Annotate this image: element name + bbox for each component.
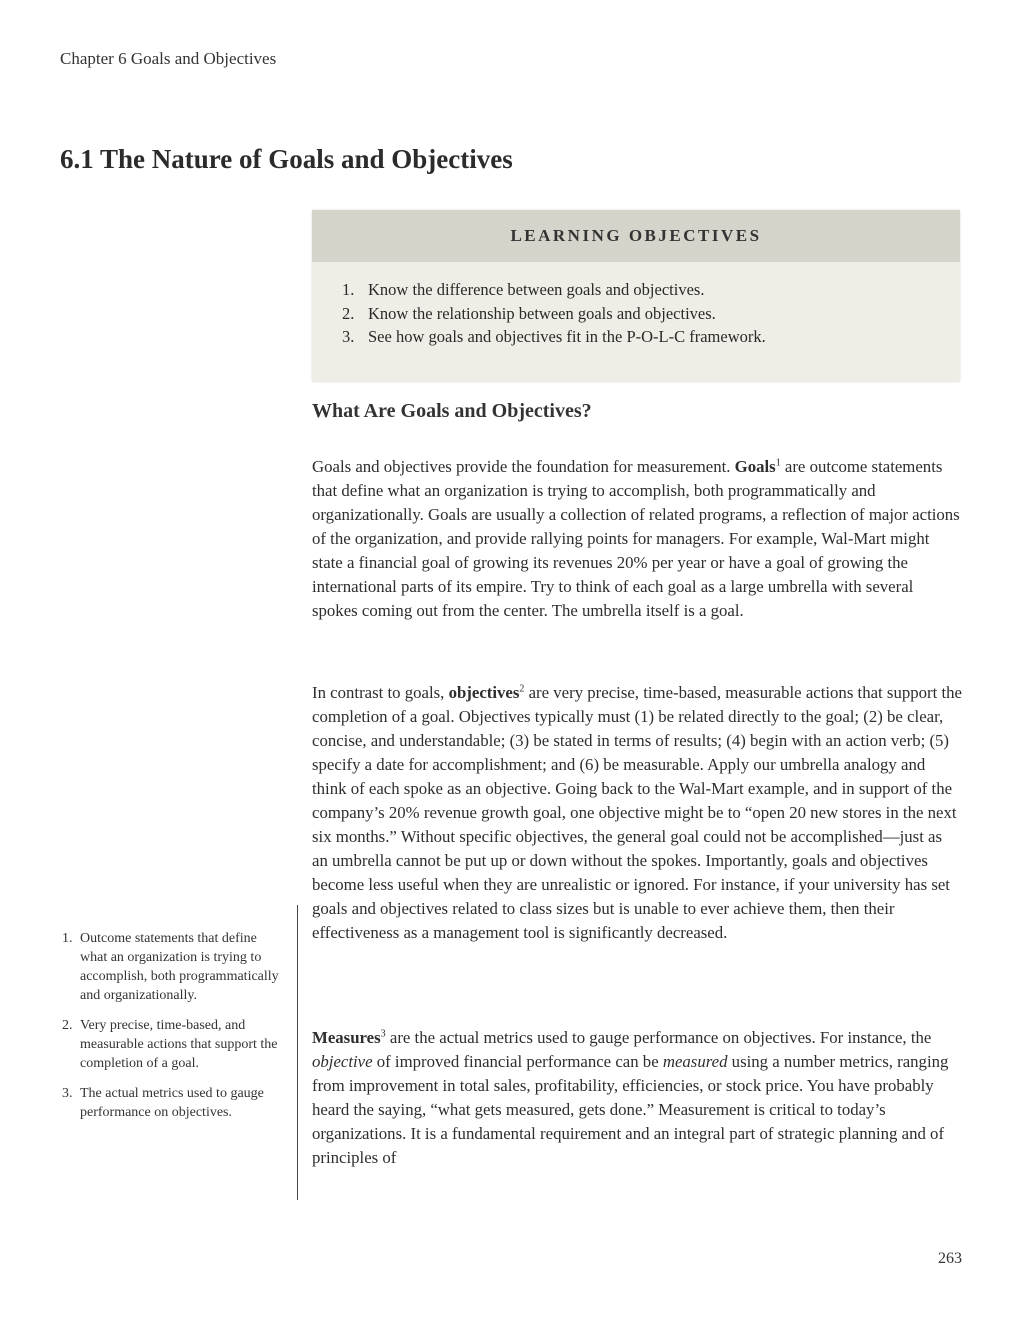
text: are outcome statements that define what an organization is trying to accomplish, both programmatically and organizationally. Goals are usually a collection of related programs, a reflection of major actions of the organization, and provide rallying points for managers. For example, Wal-Mart might state a financial goal of growing its revenues 20% per year or have a goal of growing the international parts of its empire. Try to think of each goal as a large umbrella with several spokes coming out from the center. The umbrella itself is a goal. xyxy=(312,457,960,620)
paragraph-measures xyxy=(312,1026,962,1170)
note-text: Outcome statements that define what an organization is trying to accomplish, both programmatically and organizationally. xyxy=(80,931,279,1003)
item-text: See how goals and objectives fit in the P-O-L-C framework. xyxy=(368,327,766,346)
note-text: Very precise, time-based, and measurable actions that support the completion of a goal. xyxy=(80,1018,278,1071)
margin-note xyxy=(62,1016,284,1073)
text: are very precise, time-based, measurable actions that support the completion of a goal. Objectives typically must (1) be related directly to the goal; (2) be clear, concise, and understandable; (3) be stated in terms of results; (4) begin with an action verb; (5) specify a date for accomplishment; and (6) be measurable. Apply our umbrella analogy and think of each spoke as an objective. Going back to the Wal-Mart example, and in support of the company’s 20% revenue growth goal, one objective might be to “open 20 new stores in the next six months.” Without specific objectives, the general goal could not be accomplished—just as an umbrella cannot be put up or down without the spokes. Importantly, goals and objectives become less useful when they are unrealistic or ignored. For instance, if your university has set goals and objectives related to class sizes but is unable to ever achieve them, then their effectiveness as a management tool is significantly decreased. xyxy=(312,683,962,942)
item-number: 2. xyxy=(342,303,355,323)
item-number: 1. xyxy=(342,280,355,299)
margin-note xyxy=(62,1084,284,1122)
running-head: Chapter 6 Goals and Objectives xyxy=(60,49,277,68)
paragraph-objectives xyxy=(312,681,962,945)
section-title: 6.1 The Nature of Goals and Objectives xyxy=(60,144,513,174)
item-number: 3. xyxy=(342,327,355,346)
text: using a number metrics, ranging from improvement in total sales, profitability, efficiencies, or stock price. You have probably heard the saying, “what gets measured, gets done.” Measurement is critical to today’s organizations. It is a fundamental requirement and an integral part of strategic planning and of principles of xyxy=(312,1052,949,1167)
list-item xyxy=(342,302,960,326)
margin-divider xyxy=(297,905,298,1200)
text: of improved financial performance can be xyxy=(372,1052,663,1071)
emphasis: objective xyxy=(312,1052,373,1071)
note-number: 1. xyxy=(62,931,73,946)
margin-notes xyxy=(62,929,284,1133)
learning-objectives-list xyxy=(312,278,960,349)
learning-objectives-heading: LEARNING OBJECTIVES xyxy=(312,210,960,262)
footnote-ref[interactable]: 3 xyxy=(380,1028,386,1040)
text: are the actual metrics used to gauge performance on objectives. For instance, the xyxy=(385,1028,932,1047)
subheading: What Are Goals and Objectives? xyxy=(312,400,592,422)
list-item xyxy=(342,278,960,302)
item-text: Know the relationship between goals and objectives. xyxy=(368,303,716,323)
note-text: The actual metrics used to gauge performance on objectives. xyxy=(80,1086,264,1120)
page-number: 263 xyxy=(938,1250,962,1267)
margin-note xyxy=(62,929,284,1005)
note-number: 3. xyxy=(62,1086,73,1101)
list-item xyxy=(342,325,960,349)
text: In contrast to goals, xyxy=(312,683,449,702)
emphasis: measured xyxy=(662,1052,728,1071)
item-text: Know the difference between goals and objectives. xyxy=(368,280,705,299)
footnote-ref[interactable]: 1 xyxy=(775,457,781,469)
footnote-ref[interactable]: 2 xyxy=(519,683,525,695)
note-number: 2. xyxy=(62,1018,73,1033)
learning-objectives-box xyxy=(312,210,960,382)
text: Goals and objectives provide the foundation for measurement. xyxy=(312,457,735,476)
key-term: Measures xyxy=(312,1028,381,1047)
key-term: objectives xyxy=(448,683,520,702)
key-term: Goals xyxy=(734,457,776,476)
paragraph-goals xyxy=(312,455,962,623)
